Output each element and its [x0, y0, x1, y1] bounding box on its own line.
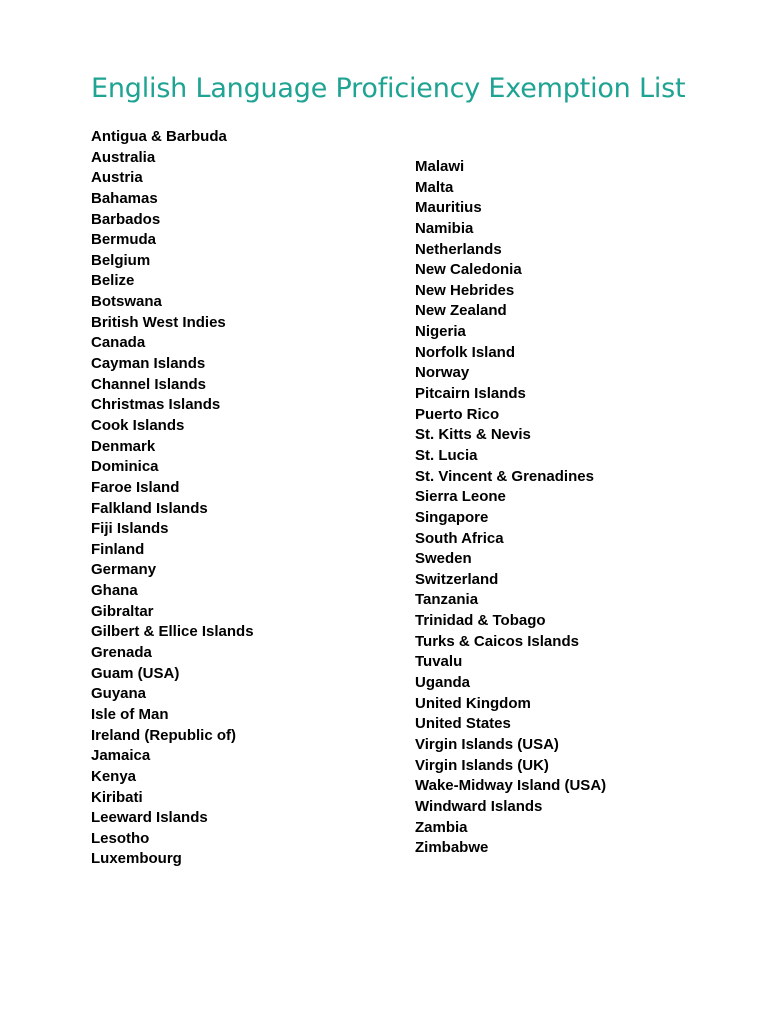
country-list-item: Ghana — [91, 582, 138, 600]
country-list-item: Virgin Islands (USA) — [415, 735, 559, 753]
country-list-right-column — [415, 157, 606, 859]
country-list-item: New Caledonia — [415, 261, 522, 279]
country-list-item: Nigeria — [415, 323, 466, 341]
country-list-item: Sweden — [415, 550, 472, 568]
country-list-item: Lesotho — [91, 829, 150, 847]
country-list-item: Belize — [91, 272, 135, 290]
country-list-item: Ireland (Republic of) — [91, 726, 237, 744]
country-list-item: Zambia — [415, 818, 468, 836]
country-list-item: St. Lucia — [415, 446, 478, 464]
country-list-item: Bermuda — [91, 231, 157, 249]
country-list-item: United Kingdom — [415, 694, 531, 712]
country-list-item: Channel Islands — [91, 375, 207, 393]
country-list-item: Turks & Caicos Islands — [415, 632, 579, 650]
country-list-item: Windward Islands — [415, 797, 543, 815]
country-list-item: Finland — [91, 540, 145, 558]
country-list-item: South Africa — [415, 529, 504, 547]
country-list-item: Singapore — [415, 508, 489, 526]
country-list-item: Grenada — [91, 644, 152, 662]
country-list-item: Netherlands — [415, 240, 502, 258]
country-list-item: Puerto Rico — [415, 405, 500, 423]
country-list-item: Sierra Leone — [415, 488, 506, 506]
country-list-item: Belgium — [91, 251, 151, 269]
country-list-item: St. Kitts & Nevis — [415, 426, 531, 444]
country-list-item: Norway — [415, 364, 470, 382]
country-list-item: Uganda — [415, 674, 471, 692]
country-list-item: New Hebrides — [415, 281, 515, 299]
country-list-item: Dominica — [91, 458, 159, 476]
country-list-item: Guyana — [91, 685, 147, 703]
country-list-item: Fiji Islands — [91, 520, 169, 538]
country-list-item: Zimbabwe — [415, 839, 489, 857]
country-list-item: Malawi — [415, 158, 465, 175]
country-list-item: Botswana — [91, 293, 162, 311]
country-list-item: Falkland Islands — [91, 499, 208, 517]
country-list-item: British West Indies — [91, 313, 226, 331]
country-list-item: Jamaica — [91, 747, 151, 765]
country-list-item: New Zealand — [415, 302, 507, 320]
country-list-item: Germany — [91, 561, 157, 579]
document-title: English Language Proficiency Exemption List — [91, 73, 686, 104]
country-list-item: Antigua & Barbuda — [91, 128, 227, 145]
country-list-item: Tuvalu — [415, 653, 463, 671]
country-list-left-column — [91, 127, 254, 870]
country-list-item: Gibraltar — [91, 602, 154, 620]
country-list-item: Guam (USA) — [91, 664, 180, 682]
country-list-item: Luxembourg — [91, 850, 182, 868]
country-list-item: Mauritius — [415, 199, 482, 217]
country-list-item: Faroe Island — [91, 478, 180, 496]
country-list-item: Pitcairn Islands — [415, 385, 526, 403]
country-list-item: Wake-Midway Island (USA) — [415, 777, 607, 795]
country-list-item: Kenya — [91, 767, 137, 785]
country-list-item: Austria — [91, 169, 143, 187]
country-list-item: Gilbert & Ellice Islands — [91, 623, 254, 641]
country-list-item: Cayman Islands — [91, 355, 206, 373]
country-list-item: Bahamas — [91, 189, 158, 207]
country-list-item: Trinidad & Tobago — [415, 612, 546, 630]
country-list-item: Switzerland — [415, 570, 499, 588]
country-list-item: Canada — [91, 334, 146, 352]
country-list-item: Tanzania — [415, 591, 479, 609]
country-list-item: Isle of Man — [91, 705, 169, 723]
country-list-item: Norfolk Island — [415, 343, 516, 361]
country-list-item: Leeward Islands — [91, 809, 208, 827]
country-list-item: Australia — [91, 148, 156, 166]
country-list-item: Denmark — [91, 437, 156, 455]
country-list-item: Malta — [415, 178, 454, 196]
country-list-item: Barbados — [91, 210, 161, 228]
country-list-item: Virgin Islands (UK) — [415, 756, 549, 774]
country-list-item: Christmas Islands — [91, 396, 221, 414]
country-list-item: Namibia — [415, 219, 474, 237]
country-list-item: Kiribati — [91, 788, 143, 806]
country-list-item: Cook Islands — [91, 416, 185, 434]
country-list-item: United States — [415, 715, 511, 733]
country-list-item: St. Vincent & Grenadines — [415, 467, 594, 485]
